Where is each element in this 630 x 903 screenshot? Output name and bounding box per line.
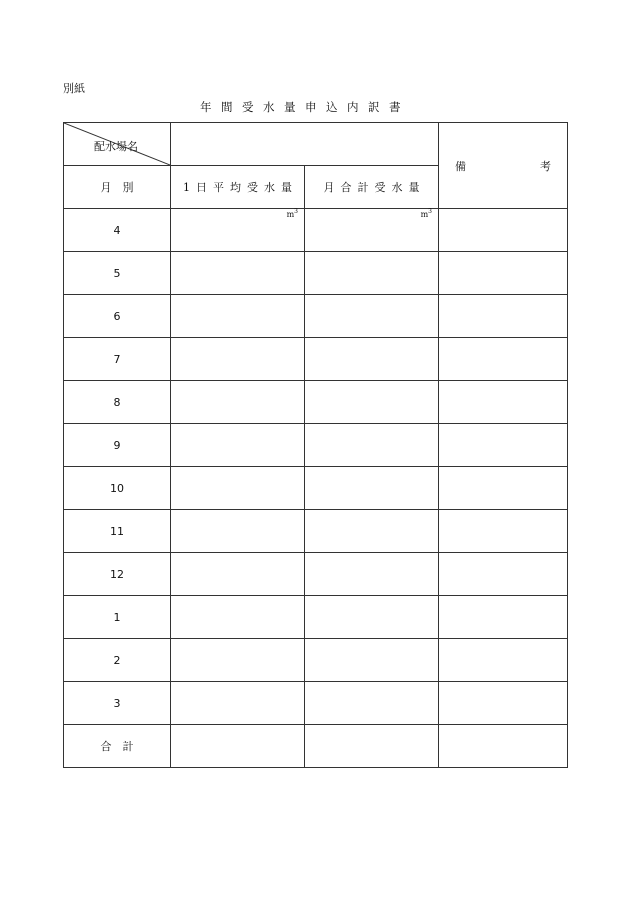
daily-average-field[interactable] <box>171 209 305 252</box>
table-row <box>64 209 568 252</box>
month-cell: 3 <box>64 682 171 725</box>
daily-average-field[interactable] <box>171 639 305 682</box>
remarks-field[interactable] <box>439 639 568 682</box>
daily-average-field[interactable] <box>171 596 305 639</box>
daily-average-field[interactable] <box>171 682 305 725</box>
table-row <box>64 553 568 596</box>
month-cell: 4 <box>64 209 171 252</box>
daily-average-field[interactable] <box>171 252 305 295</box>
remarks-header-left: 備 <box>455 159 466 173</box>
table-row <box>64 424 568 467</box>
remarks-header-right: 考 <box>540 159 551 173</box>
monthly-total-total-field[interactable] <box>305 725 439 768</box>
monthly-total-field[interactable] <box>305 209 439 252</box>
table-row <box>64 252 568 295</box>
remarks-field[interactable] <box>439 553 568 596</box>
daily-average-field[interactable] <box>171 424 305 467</box>
month-cell: 1 <box>64 596 171 639</box>
daily-average-field[interactable] <box>171 338 305 381</box>
daily-average-field[interactable] <box>171 467 305 510</box>
daily-average-field[interactable] <box>171 510 305 553</box>
table-row <box>64 381 568 424</box>
unit-label: $m^3$ <box>420 208 432 219</box>
monthly-total-field[interactable] <box>305 295 439 338</box>
daily-average-total-field[interactable] <box>171 725 305 768</box>
monthly-total-field[interactable] <box>305 467 439 510</box>
month-header: 月 別 <box>64 166 171 209</box>
remarks-field[interactable] <box>439 209 568 252</box>
table-row <box>64 682 568 725</box>
monthly-total-field[interactable] <box>305 510 439 553</box>
month-cell: 8 <box>64 381 171 424</box>
attachment-label: 別紙 <box>63 82 85 95</box>
remarks-field[interactable] <box>439 467 568 510</box>
station-header: 配水場名 <box>94 140 138 153</box>
unit-label: $m^3$ <box>286 208 298 219</box>
monthly-total-field[interactable] <box>305 252 439 295</box>
monthly-total-field[interactable] <box>305 338 439 381</box>
remarks-field[interactable] <box>439 682 568 725</box>
station-name-field[interactable] <box>171 123 439 166</box>
table-row <box>64 639 568 682</box>
table-row <box>64 467 568 510</box>
remarks-field[interactable] <box>439 338 568 381</box>
monthly-total-field[interactable] <box>305 682 439 725</box>
remarks-field[interactable] <box>439 295 568 338</box>
total-label-cell: 合 計 <box>64 725 171 768</box>
total-row <box>64 725 568 768</box>
table-row <box>64 510 568 553</box>
water-intake-table <box>63 122 568 768</box>
remarks-field[interactable] <box>439 424 568 467</box>
remarks-field[interactable] <box>439 252 568 295</box>
document-title: 年間受水量申込内訳書 <box>200 100 410 114</box>
remarks-field[interactable] <box>439 381 568 424</box>
monthly-total-header: 月合計受水量 <box>305 166 439 209</box>
month-cell: 11 <box>64 510 171 553</box>
month-cell: 5 <box>64 252 171 295</box>
monthly-total-field[interactable] <box>305 639 439 682</box>
monthly-total-field[interactable] <box>305 596 439 639</box>
daily-average-field[interactable] <box>171 295 305 338</box>
remarks-field[interactable] <box>439 596 568 639</box>
remarks-total-field[interactable] <box>439 725 568 768</box>
daily-average-header: 1日平均受水量 <box>171 166 305 209</box>
month-cell: 6 <box>64 295 171 338</box>
table-row <box>64 338 568 381</box>
station-header-cell <box>64 123 171 166</box>
month-cell: 2 <box>64 639 171 682</box>
month-cell: 10 <box>64 467 171 510</box>
table-row <box>64 596 568 639</box>
remarks-header <box>439 123 568 209</box>
table-row <box>64 295 568 338</box>
month-cell: 12 <box>64 553 171 596</box>
monthly-total-field[interactable] <box>305 381 439 424</box>
remarks-field[interactable] <box>439 510 568 553</box>
month-cell: 9 <box>64 424 171 467</box>
monthly-total-field[interactable] <box>305 424 439 467</box>
daily-average-field[interactable] <box>171 381 305 424</box>
monthly-total-field[interactable] <box>305 553 439 596</box>
month-cell: 7 <box>64 338 171 381</box>
daily-average-field[interactable] <box>171 553 305 596</box>
